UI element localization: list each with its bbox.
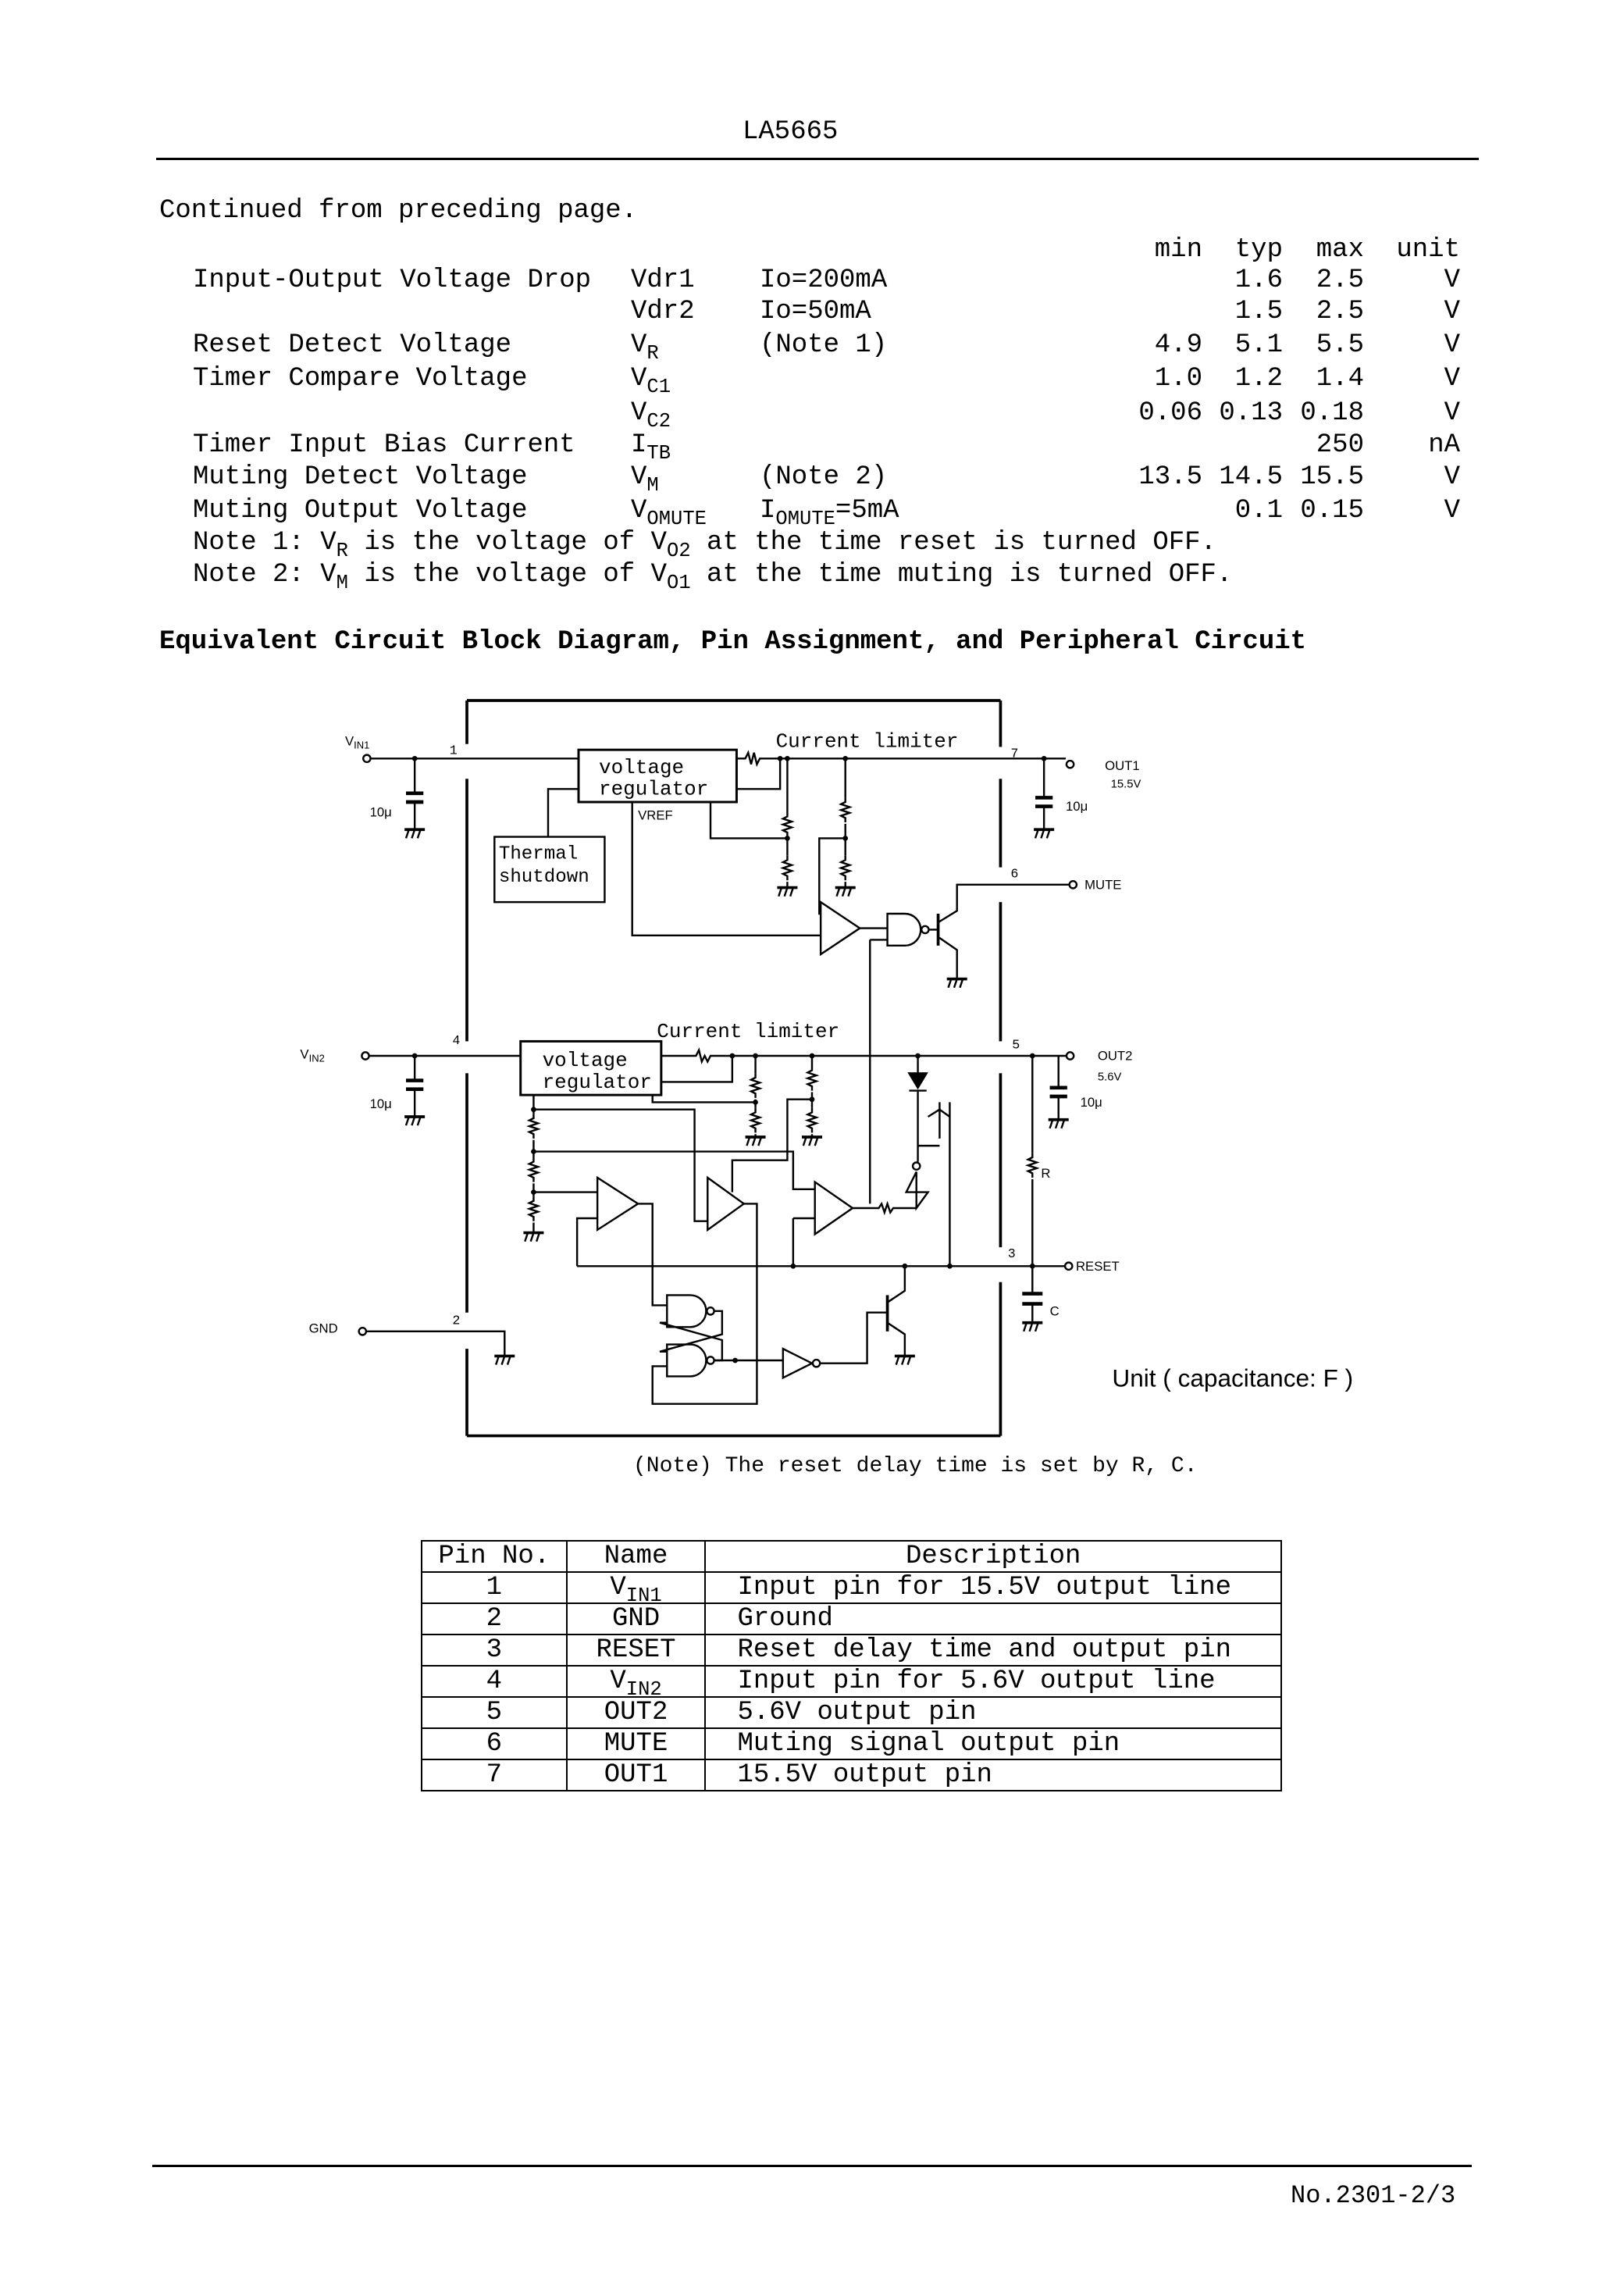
pin-number-6: 6 (1010, 867, 1019, 882)
spec-condition: Io=200mA (760, 266, 888, 295)
spec-max: 2.5 (1316, 266, 1364, 295)
gnd-label: GND (308, 1321, 338, 1336)
spec-min: 4.9 (1154, 330, 1202, 360)
pin-number: 2 (422, 1603, 567, 1635)
mute-nand-gate (888, 914, 921, 946)
continued-text: Continued from preceding page. (159, 196, 638, 226)
reg2-label-2: regulator (542, 1070, 652, 1094)
out1-voltage: 15.5V (1110, 778, 1141, 791)
pin-name: OUT1 (567, 1759, 706, 1791)
c-label: C (1049, 1303, 1060, 1319)
spec-symbol: $V_{C1}$ (631, 364, 671, 398)
pin-number-4: 4 (452, 1034, 461, 1050)
spec-label: Muting Output Voltage (193, 496, 528, 526)
section-title: Equivalent Circuit Block Diagram, Pin Assignment, and Peripheral Circuit (159, 627, 1307, 657)
table-row (422, 1635, 1281, 1666)
pin-number: 5 (422, 1697, 567, 1728)
spec-condition: $I_{OMUTE}=5mA$ (760, 496, 899, 530)
spec-symbol: $V_{OMUTE}$ (631, 496, 707, 530)
spec-symbol: Vdr2 (631, 297, 695, 326)
spec-unit: V (1444, 398, 1460, 428)
spec-typ: 0.13 (1219, 398, 1283, 428)
thermal-shutdown-block (494, 837, 604, 903)
spec-min: 13.5 (1138, 462, 1202, 492)
spec-unit: V (1444, 462, 1460, 492)
flipflop-nand-1 (667, 1295, 706, 1327)
pin-name: RESET (567, 1635, 706, 1666)
spec-max: 2.5 (1316, 297, 1364, 326)
out2-label: OUT2 (1097, 1048, 1133, 1064)
diagram-note: (Note) The reset delay time is set by R, C. (633, 1454, 1198, 1478)
spec-max: 15.5 (1300, 462, 1364, 492)
spec-max: 1.4 (1316, 364, 1364, 394)
pin-number: 1 (422, 1572, 567, 1603)
vin1-terminal (363, 755, 370, 762)
pin-number-1: 1 (449, 743, 458, 759)
table-row (422, 1728, 1281, 1759)
mute-label: MUTE (1084, 877, 1122, 893)
pin-description: Input pin for 5.6V output line (705, 1666, 1281, 1697)
page-header-part-number: LA5665 (743, 117, 839, 147)
reg2-label: voltage (542, 1048, 628, 1072)
pin-description: Ground (705, 1603, 1281, 1635)
vref-label: VREF (638, 807, 673, 823)
footer-rule (152, 2165, 1472, 2167)
reg1-label: voltage (599, 755, 685, 779)
ground-icon (404, 829, 425, 838)
spec-symbol: $V_M$ (631, 462, 659, 497)
pin-name: MUTE (567, 1728, 706, 1759)
pin-number: 7 (422, 1759, 567, 1791)
cap-out1-label: 10μ (1065, 799, 1088, 815)
spec-unit: V (1444, 266, 1460, 295)
inverter (783, 1349, 812, 1378)
note-2: Note 2: $V_M$ is the voltage of $V_{O1}$ at the time muting is turned OFF. (193, 560, 1233, 594)
r-label: R (1041, 1165, 1051, 1181)
note-1: Note 1: $V_R$ is the voltage of $V_{O2}$ at the time reset is turned OFF. (193, 528, 1216, 562)
spec-label: Reset Detect Voltage (193, 330, 512, 360)
pin-description: 5.6V output pin (705, 1697, 1281, 1728)
current-limiter-1-label: Current limiter (775, 729, 959, 754)
col-unit: unit (1396, 235, 1460, 265)
out1-terminal (1067, 761, 1074, 768)
reg1-label-2: regulator (599, 777, 709, 801)
spec-typ: 1.2 (1234, 364, 1283, 394)
spec-min: 0.06 (1138, 398, 1202, 428)
voltage-regulator-1 (579, 750, 736, 802)
table-row (422, 1572, 1281, 1603)
header-pin-no: Pin No. (422, 1541, 567, 1572)
pin-description: Muting signal output pin (705, 1728, 1281, 1759)
pin-number: 4 (422, 1666, 567, 1697)
header-name: Name (567, 1541, 706, 1572)
spec-max: 5.5 (1316, 330, 1364, 360)
spec-symbol: $V_R$ (631, 330, 659, 365)
col-typ: typ (1234, 235, 1283, 265)
col-min: min (1154, 235, 1202, 265)
spec-symbol: Vdr1 (631, 266, 695, 295)
pin-name: $V_{IN1}$ (567, 1572, 706, 1603)
mute-comparator (821, 902, 860, 954)
pin-number-7: 7 (1010, 747, 1019, 762)
pin-number: 3 (422, 1635, 567, 1666)
thermal-label: Thermal (498, 843, 579, 865)
pin-name: $V_{IN2}$ (567, 1666, 706, 1697)
spec-unit: V (1444, 364, 1460, 394)
pin-description: 15.5V output pin (705, 1759, 1281, 1791)
spec-symbol: $V_{C2}$ (631, 398, 671, 433)
spec-typ: 0.1 (1234, 496, 1283, 526)
table-row (422, 1759, 1281, 1791)
diode-icon (909, 1073, 926, 1088)
timer-comparator-2 (707, 1178, 743, 1230)
pin-number-2: 2 (452, 1314, 461, 1329)
col-max: max (1316, 235, 1364, 265)
header-description: Description (705, 1541, 1281, 1572)
pin-description: Reset delay time and output pin (705, 1635, 1281, 1666)
pin-number-5: 5 (1012, 1038, 1020, 1053)
pin-assignment-table (421, 1540, 1282, 1791)
mute-terminal (1070, 881, 1077, 888)
spec-unit: V (1444, 297, 1460, 326)
current-limiter-2-label: Current limiter (657, 1019, 840, 1043)
pin-name: GND (567, 1603, 706, 1635)
voltage-regulator-2 (521, 1041, 661, 1095)
reset-label: RESET (1075, 1258, 1120, 1274)
spec-max: 250 (1316, 430, 1364, 460)
spec-label: Timer Compare Voltage (193, 364, 528, 394)
vin1-label: $V_{IN1}$ (345, 733, 370, 751)
spec-label: Input-Output Voltage Drop (193, 266, 592, 295)
thermal-label-2: shutdown (498, 867, 589, 889)
table-row (422, 1697, 1281, 1728)
out1-label: OUT1 (1105, 758, 1140, 774)
out2-voltage: 5.6V (1097, 1071, 1122, 1084)
spec-typ: 14.5 (1219, 462, 1283, 492)
table-header-row (422, 1541, 1281, 1572)
spec-condition: Io=50mA (760, 297, 871, 326)
table-row (422, 1603, 1281, 1635)
spec-label: Timer Input Bias Current (193, 430, 575, 460)
spec-max: 0.18 (1300, 398, 1364, 428)
spec-symbol: $I_{TB}$ (631, 430, 671, 465)
cap-out2-label: 10μ (1080, 1094, 1102, 1110)
spec-typ: 1.5 (1234, 297, 1283, 326)
spec-min: 1.0 (1154, 364, 1202, 394)
reset-comparator (815, 1182, 853, 1235)
unit-note: Unit ( capacitance: F ) (1112, 1364, 1354, 1392)
buffer-triangle (906, 1172, 928, 1208)
cap-in2-label: 10μ (369, 1096, 392, 1111)
spec-typ: 5.1 (1234, 330, 1283, 360)
flipflop-nand-2 (667, 1345, 706, 1377)
vin2-label: $V_{IN2}$ (300, 1046, 325, 1064)
pin-name: OUT2 (567, 1697, 706, 1728)
spec-condition: (Note 1) (760, 330, 888, 360)
spec-condition: (Note 2) (760, 462, 888, 492)
spec-unit: V (1444, 496, 1460, 526)
spec-max: 0.15 (1300, 496, 1364, 526)
timer-comparator-1 (597, 1178, 638, 1230)
ic-outline (467, 701, 1000, 1436)
spec-typ: 1.6 (1234, 266, 1283, 295)
header-rule (156, 158, 1479, 160)
page-number: No.2301-2/3 (1291, 2181, 1456, 2210)
pin-number: 6 (422, 1728, 567, 1759)
table-row (422, 1666, 1281, 1697)
pin-number-3: 3 (1007, 1247, 1016, 1263)
spec-label: Muting Detect Voltage (193, 462, 528, 492)
cap-in1-label: 10μ (369, 804, 392, 820)
pin-description: Input pin for 15.5V output line (705, 1572, 1281, 1603)
spec-unit: V (1444, 330, 1460, 360)
spec-unit: nA (1428, 430, 1460, 460)
